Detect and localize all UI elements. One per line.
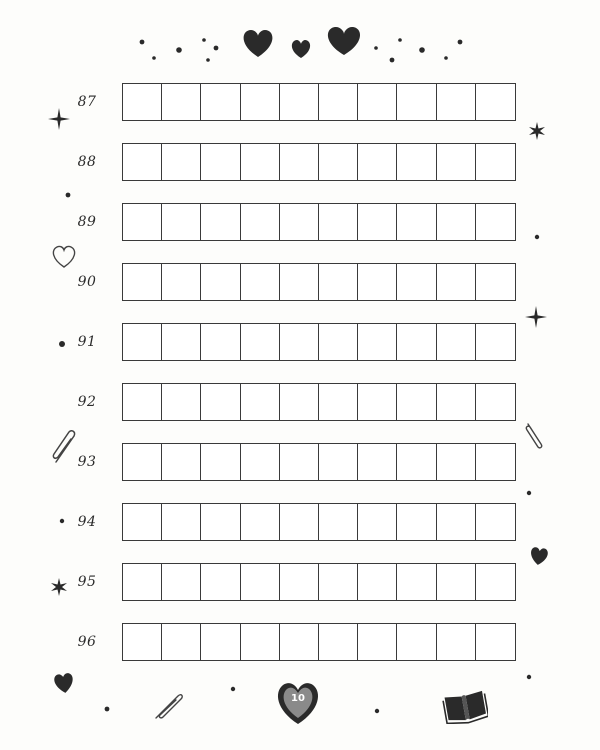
tracker-box[interactable]: [437, 324, 476, 360]
tracker-box[interactable]: [397, 564, 436, 600]
dot-icon: [526, 674, 532, 680]
tracker-box[interactable]: [280, 204, 319, 240]
tracker-box[interactable]: [358, 444, 397, 480]
dot-icon: [419, 47, 425, 53]
checkbox-row: [122, 503, 516, 541]
tracker-box[interactable]: [397, 444, 436, 480]
heart-outline-icon: [50, 244, 78, 270]
heart-icon: [244, 30, 273, 57]
row-number-label: 96: [77, 634, 97, 650]
tracker-box[interactable]: [241, 564, 280, 600]
tracker-box[interactable]: [437, 624, 476, 660]
checkbox-row: [122, 443, 516, 481]
tracker-box[interactable]: [123, 84, 162, 120]
dot-icon: [104, 706, 110, 712]
open-book-icon: [442, 684, 488, 724]
tracker-box[interactable]: [162, 564, 201, 600]
tracker-box[interactable]: [123, 324, 162, 360]
tracker-box[interactable]: [358, 324, 397, 360]
tracker-box[interactable]: [201, 84, 240, 120]
tracker-box[interactable]: [397, 264, 436, 300]
checkbox-row: [122, 143, 516, 181]
tracker-box[interactable]: [162, 504, 201, 540]
tracker-box[interactable]: [476, 324, 515, 360]
tracker-box[interactable]: [123, 624, 162, 660]
heart-icon: [328, 27, 360, 55]
row-number-label: 94: [77, 514, 97, 530]
dot-icon: [374, 46, 378, 50]
sparkle-icon: [525, 306, 547, 328]
tracker-box[interactable]: [397, 624, 436, 660]
tracker-box[interactable]: [280, 84, 319, 120]
tracker-box[interactable]: [241, 444, 280, 480]
tracker-box[interactable]: [201, 624, 240, 660]
tracker-box[interactable]: [241, 84, 280, 120]
dot-icon: [140, 40, 145, 45]
tracker-box[interactable]: [201, 444, 240, 480]
tracker-box[interactable]: [241, 204, 280, 240]
checkbox-row: [122, 203, 516, 241]
tracker-box[interactable]: [437, 144, 476, 180]
dot-icon: [374, 708, 380, 714]
tracker-box[interactable]: [123, 504, 162, 540]
tracker-box[interactable]: [397, 504, 436, 540]
tracker-box[interactable]: [476, 504, 515, 540]
page-number-heart: [272, 680, 324, 726]
checkbox-row: [122, 83, 516, 121]
paperclip-icon: [524, 420, 546, 450]
dot-icon: [390, 58, 395, 63]
row-number-label: 93: [77, 454, 97, 470]
tracker-box[interactable]: [241, 384, 280, 420]
tracker-box[interactable]: [437, 504, 476, 540]
tracker-box[interactable]: [476, 444, 515, 480]
tracker-box[interactable]: [437, 564, 476, 600]
tracker-box[interactable]: [476, 624, 515, 660]
dot-icon: [444, 56, 448, 60]
star-icon: [528, 122, 546, 140]
dot-icon: [176, 47, 182, 53]
tracker-box[interactable]: [358, 204, 397, 240]
tracker-box[interactable]: [162, 84, 201, 120]
tracker-box[interactable]: [476, 264, 515, 300]
page-number: 10: [291, 693, 305, 704]
dot-icon: [65, 192, 71, 198]
tracker-box[interactable]: [319, 504, 358, 540]
tracker-box[interactable]: [319, 444, 358, 480]
tracker-box[interactable]: [319, 204, 358, 240]
tracker-box[interactable]: [201, 264, 240, 300]
row-number-label: 91: [77, 334, 97, 350]
tracker-box[interactable]: [123, 564, 162, 600]
tracker-box[interactable]: [319, 324, 358, 360]
tracker-box[interactable]: [201, 564, 240, 600]
tracker-box[interactable]: [397, 204, 436, 240]
tracker-box[interactable]: [397, 84, 436, 120]
checkbox-row: [122, 563, 516, 601]
dot-icon: [214, 46, 219, 51]
tracker-box[interactable]: [280, 324, 319, 360]
tracker-box[interactable]: [162, 444, 201, 480]
tracker-box[interactable]: [476, 384, 515, 420]
row-number-label: 88: [77, 154, 97, 170]
tracker-box[interactable]: [476, 564, 515, 600]
tracker-box[interactable]: [280, 444, 319, 480]
tracker-box[interactable]: [319, 624, 358, 660]
tracker-box[interactable]: [162, 624, 201, 660]
tracker-box[interactable]: [437, 204, 476, 240]
tracker-box[interactable]: [358, 504, 397, 540]
dot-icon: [230, 686, 236, 692]
tracker-box[interactable]: [358, 564, 397, 600]
row-number-label: 95: [77, 574, 97, 590]
tracker-box[interactable]: [162, 144, 201, 180]
tracker-box[interactable]: [437, 84, 476, 120]
heart-icon: [52, 672, 76, 694]
tracker-box[interactable]: [280, 384, 319, 420]
tracker-box[interactable]: [162, 264, 201, 300]
tracker-box[interactable]: [123, 264, 162, 300]
dot-icon: [398, 38, 402, 42]
tracker-box[interactable]: [437, 444, 476, 480]
tracker-box[interactable]: [201, 324, 240, 360]
tracker-box[interactable]: [280, 264, 319, 300]
checkbox-row: [122, 383, 516, 421]
tracker-box[interactable]: [358, 144, 397, 180]
tracker-box[interactable]: [319, 144, 358, 180]
tracker-box[interactable]: [358, 384, 397, 420]
dot-icon: [206, 58, 210, 62]
heart-icon: [292, 40, 310, 58]
tracker-box[interactable]: [476, 84, 515, 120]
tracker-box[interactable]: [241, 504, 280, 540]
top-hearts-decoration: [130, 22, 470, 68]
dot-icon: [526, 490, 532, 496]
tracker-box[interactable]: [241, 264, 280, 300]
tracker-box[interactable]: [123, 444, 162, 480]
sparkle-icon: [48, 108, 70, 130]
tracker-box[interactable]: [397, 324, 436, 360]
checkbox-row: [122, 263, 516, 301]
tracker-box[interactable]: [280, 624, 319, 660]
tracker-box[interactable]: [241, 324, 280, 360]
tracker-box[interactable]: [319, 84, 358, 120]
tracker-box[interactable]: [201, 504, 240, 540]
row-number-label: 87: [77, 94, 97, 110]
row-number-label: 89: [77, 214, 97, 230]
heart-icon: [528, 546, 550, 566]
tracker-box[interactable]: [397, 144, 436, 180]
tracker-box[interactable]: [162, 324, 201, 360]
tracker-box[interactable]: [123, 384, 162, 420]
tracker-box[interactable]: [280, 144, 319, 180]
tracker-box[interactable]: [201, 144, 240, 180]
tracker-box[interactable]: [358, 264, 397, 300]
dot-icon: [152, 56, 156, 60]
tracker-box[interactable]: [319, 564, 358, 600]
tracker-box[interactable]: [123, 144, 162, 180]
dot-icon: [458, 40, 463, 45]
paperclip-icon: [152, 690, 186, 722]
tracker-box[interactable]: [241, 144, 280, 180]
checkbox-row: [122, 323, 516, 361]
tracker-box[interactable]: [123, 204, 162, 240]
tracker-box[interactable]: [358, 624, 397, 660]
tracker-box[interactable]: [437, 264, 476, 300]
dot-icon: [534, 234, 540, 240]
checkbox-row: [122, 623, 516, 661]
tracker-box[interactable]: [201, 204, 240, 240]
tracker-box[interactable]: [319, 384, 358, 420]
dot-icon: [202, 38, 206, 42]
tracker-box[interactable]: [241, 624, 280, 660]
tracker-box[interactable]: [280, 504, 319, 540]
tracker-box[interactable]: [476, 204, 515, 240]
row-number-label: 92: [77, 394, 97, 410]
tracker-box[interactable]: [437, 384, 476, 420]
tracker-box[interactable]: [358, 84, 397, 120]
tracker-box[interactable]: [397, 384, 436, 420]
tracker-box[interactable]: [201, 384, 240, 420]
tracker-box[interactable]: [280, 564, 319, 600]
tracker-box[interactable]: [476, 144, 515, 180]
tracker-box[interactable]: [319, 264, 358, 300]
tracker-box[interactable]: [162, 204, 201, 240]
tracker-box[interactable]: [162, 384, 201, 420]
row-number-label: 90: [77, 274, 97, 290]
